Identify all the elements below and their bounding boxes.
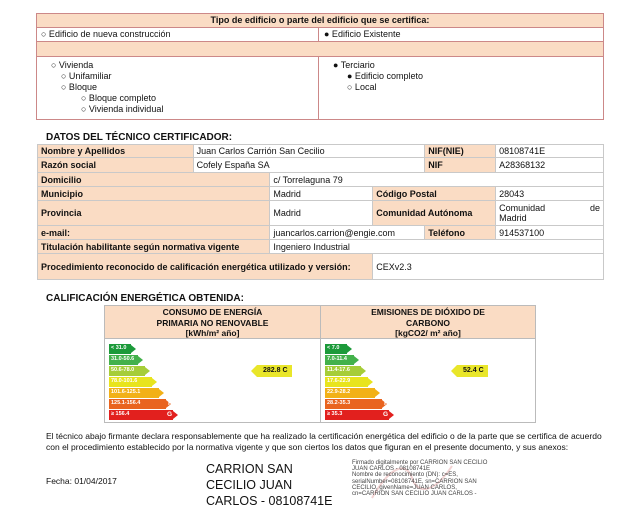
emissions-bar-d: [325, 377, 394, 387]
region-label: Comunidad Autónoma: [373, 201, 496, 226]
separator-band: [37, 42, 603, 57]
table-row: [38, 254, 604, 280]
degree-label: Titulación habilitante según normativa vigente: [38, 240, 270, 254]
emissions-bar-letter: D: [383, 378, 388, 385]
consumption-scale: [109, 344, 178, 421]
emissions-bar-letter: E: [383, 389, 388, 396]
option-existing-building[interactable]: ● Edificio Existente: [324, 29, 401, 39]
emissions-bar-range: 28.2-35.3: [325, 399, 382, 409]
consumption-title-line2: PRIMARIA NO RENOVABLE: [156, 317, 269, 328]
tertiary-options: [319, 57, 603, 119]
consumption-title-line1: CONSUMO DE ENERGÍA: [162, 307, 263, 317]
emissions-bar-range: ≥ 35.3: [325, 410, 389, 420]
company-value: Cofely España SA: [193, 158, 425, 173]
emissions-bar-b: [325, 355, 394, 365]
option-terciario[interactable]: ● Terciario: [333, 60, 375, 70]
option-edificio-completo[interactable]: ● Edificio completo: [347, 71, 423, 81]
city-label: Municipio: [38, 187, 270, 201]
consumption-bar-range: 78.0-101.6: [109, 377, 152, 387]
emissions-bar-f: [325, 399, 394, 409]
name-label: Nombre y Apellidos: [38, 145, 194, 158]
name-value: Juan Carlos Carrión San Cecilio: [193, 145, 425, 158]
emissions-scale: [325, 344, 394, 421]
option-bloque[interactable]: ○ Bloque: [61, 82, 97, 92]
consumption-bar-letter: G: [166, 411, 172, 418]
address-label: Domicilio: [38, 173, 270, 187]
consumption-bar-range: ≥ 156.4: [109, 410, 173, 420]
emissions-bar-letter: B: [383, 356, 388, 363]
degree-value: Ingeniero Industrial: [270, 240, 604, 254]
option-new-construction[interactable]: ○ Edificio de nueva construcción: [37, 28, 319, 41]
emissions-title-line1: EMISIONES DE DIÓXIDO DE: [371, 307, 485, 317]
postal-code-value: 28043: [496, 187, 604, 201]
company-label: Razón social: [38, 158, 194, 173]
consumption-bar-letter: F: [168, 400, 172, 407]
declaration-date: Fecha: 01/04/2017: [46, 476, 117, 486]
consumption-bar-range: 101.6-125.1: [109, 388, 159, 398]
table-row: [38, 173, 604, 187]
consumption-bar-f: [109, 399, 178, 409]
phone-value: 914537100: [496, 226, 604, 240]
table-row: [38, 226, 604, 240]
table-row: [38, 201, 604, 226]
building-type-header: Tipo de edificio o parte del edificio que se certifica:: [37, 14, 603, 28]
signature-name: CARRION SAN CECILIO JUAN CARLOS - 08108741E: [206, 462, 333, 508]
consumption-bar-e: [109, 388, 178, 398]
building-type-table: [36, 13, 604, 120]
option-vivienda-individual[interactable]: ○ Vivienda individual: [81, 104, 164, 114]
consumption-panel: [105, 306, 320, 422]
consumption-bar-range: 31.0-50.6: [109, 355, 138, 365]
emissions-bar-e: [325, 388, 394, 398]
usage-type-row: [37, 57, 603, 119]
emissions-bar-a: [325, 344, 394, 354]
consumption-bar-letter: B: [167, 356, 172, 363]
emissions-bar-range: 11.4-17.6: [325, 366, 361, 376]
region-value-word1: Comunidad: [499, 203, 546, 213]
procedure-value: CEXv2.3: [373, 254, 604, 280]
emissions-bar-range: < 7.0: [325, 344, 347, 354]
consumption-indicator: [251, 365, 292, 377]
construction-type-row: [37, 28, 603, 42]
emissions-value: 52.4 C: [457, 365, 488, 377]
consumption-bar-c: [109, 366, 178, 376]
email-value: juancarlos.carrion@engie.com: [270, 226, 425, 240]
consumption-bar-a: [109, 344, 178, 354]
table-row: [38, 158, 604, 173]
residential-options: [37, 57, 319, 119]
consumption-bar-letter: A: [167, 345, 172, 352]
region-value: [496, 201, 604, 226]
emissions-bar-range: 17.6-22.9: [325, 377, 368, 387]
signature-details: Firmado digitalmente por CARRION SAN CECILIO JUAN CARLOS - 08108741E Nombre de reconocimiento (DN): c=ES, serialNumber=08108741E, sn=CARRION SAN CECILIO, givenName=JUAN CARLOS, cn=CARRION SAN CECILIO JUAN CARLOS -: [352, 460, 488, 498]
nif-label: NIF: [425, 158, 496, 173]
city-value: Madrid: [270, 187, 373, 201]
emissions-unit: [kgCO2/ m² año]: [395, 328, 461, 338]
consumption-bar-range: 50.6-78.0: [109, 366, 145, 376]
option-unifamiliar[interactable]: ○ Unifamiliar: [61, 71, 112, 81]
option-vivienda[interactable]: ○ Vivienda: [51, 60, 94, 70]
emissions-title-line2: CARBONO: [406, 317, 450, 328]
emissions-bar-range: 22.9-28.2: [325, 388, 375, 398]
consumption-bar-letter: C: [167, 367, 172, 374]
province-value: Madrid: [270, 201, 373, 226]
option-bloque-completo[interactable]: ○ Bloque completo: [81, 93, 156, 103]
province-label: Provincia: [38, 201, 270, 226]
procedure-label: Procedimiento reconocido de calificación energética utilizado y versión:: [38, 254, 373, 280]
consumption-value: 282.8 C: [257, 365, 292, 377]
address-value: c/ Torrelaguna 79: [270, 173, 604, 187]
table-row: [38, 240, 604, 254]
energy-rating-box: [104, 305, 536, 423]
emissions-bar-letter: C: [383, 367, 388, 374]
consumption-bar-range: < 31.0: [109, 344, 131, 354]
emissions-bar-c: [325, 366, 394, 376]
technician-heading: DATOS DEL TÉCNICO CERTIFICADOR:: [46, 132, 233, 143]
consumption-bar-letter: E: [167, 389, 172, 396]
declaration-text: El técnico abajo firmante declara responsablemente que ha realizado la certificación energética del edificio o de la parte que se certifica de acuerdo con el procedimiento establecido por la normativa vigente y que son ciertos los datos que figuran en el presente documento, y sus anexos:: [46, 431, 602, 452]
emissions-bar-letter: A: [383, 345, 388, 352]
email-label: e-mail:: [38, 226, 270, 240]
consumption-bar-g: [109, 410, 178, 420]
table-row: [38, 145, 604, 158]
emissions-title: [321, 306, 535, 339]
emissions-bar-letter: F: [384, 400, 388, 407]
consumption-title: [105, 306, 320, 339]
nif-nie-label: NIF(NIE): [425, 145, 496, 158]
region-value-word2: de: [589, 203, 600, 213]
region-value-word3: Madrid: [499, 213, 527, 223]
option-local[interactable]: ○ Local: [347, 82, 377, 92]
nif-value: A28368132: [496, 158, 604, 173]
phone-label: Teléfono: [425, 226, 496, 240]
emissions-indicator: [451, 365, 488, 377]
emissions-panel: [320, 306, 535, 422]
emissions-bar-g: [325, 410, 394, 420]
table-row: [38, 187, 604, 201]
emissions-bar-letter: G: [382, 411, 388, 418]
consumption-bar-d: [109, 377, 178, 387]
consumption-bar-range: 125.1-156.4: [109, 399, 166, 409]
consumption-bar-letter: D: [167, 378, 172, 385]
consumption-unit: [kWh/m² año]: [185, 328, 240, 338]
rating-heading: CALIFICACIÓN ENERGÉTICA OBTENIDA:: [46, 293, 244, 304]
consumption-bar-b: [109, 355, 178, 365]
emissions-bar-range: 7.0-11.4: [325, 355, 354, 365]
nif-nie-value: 08108741E: [496, 145, 604, 158]
technician-table: [37, 144, 604, 280]
postal-code-label: Código Postal: [373, 187, 496, 201]
